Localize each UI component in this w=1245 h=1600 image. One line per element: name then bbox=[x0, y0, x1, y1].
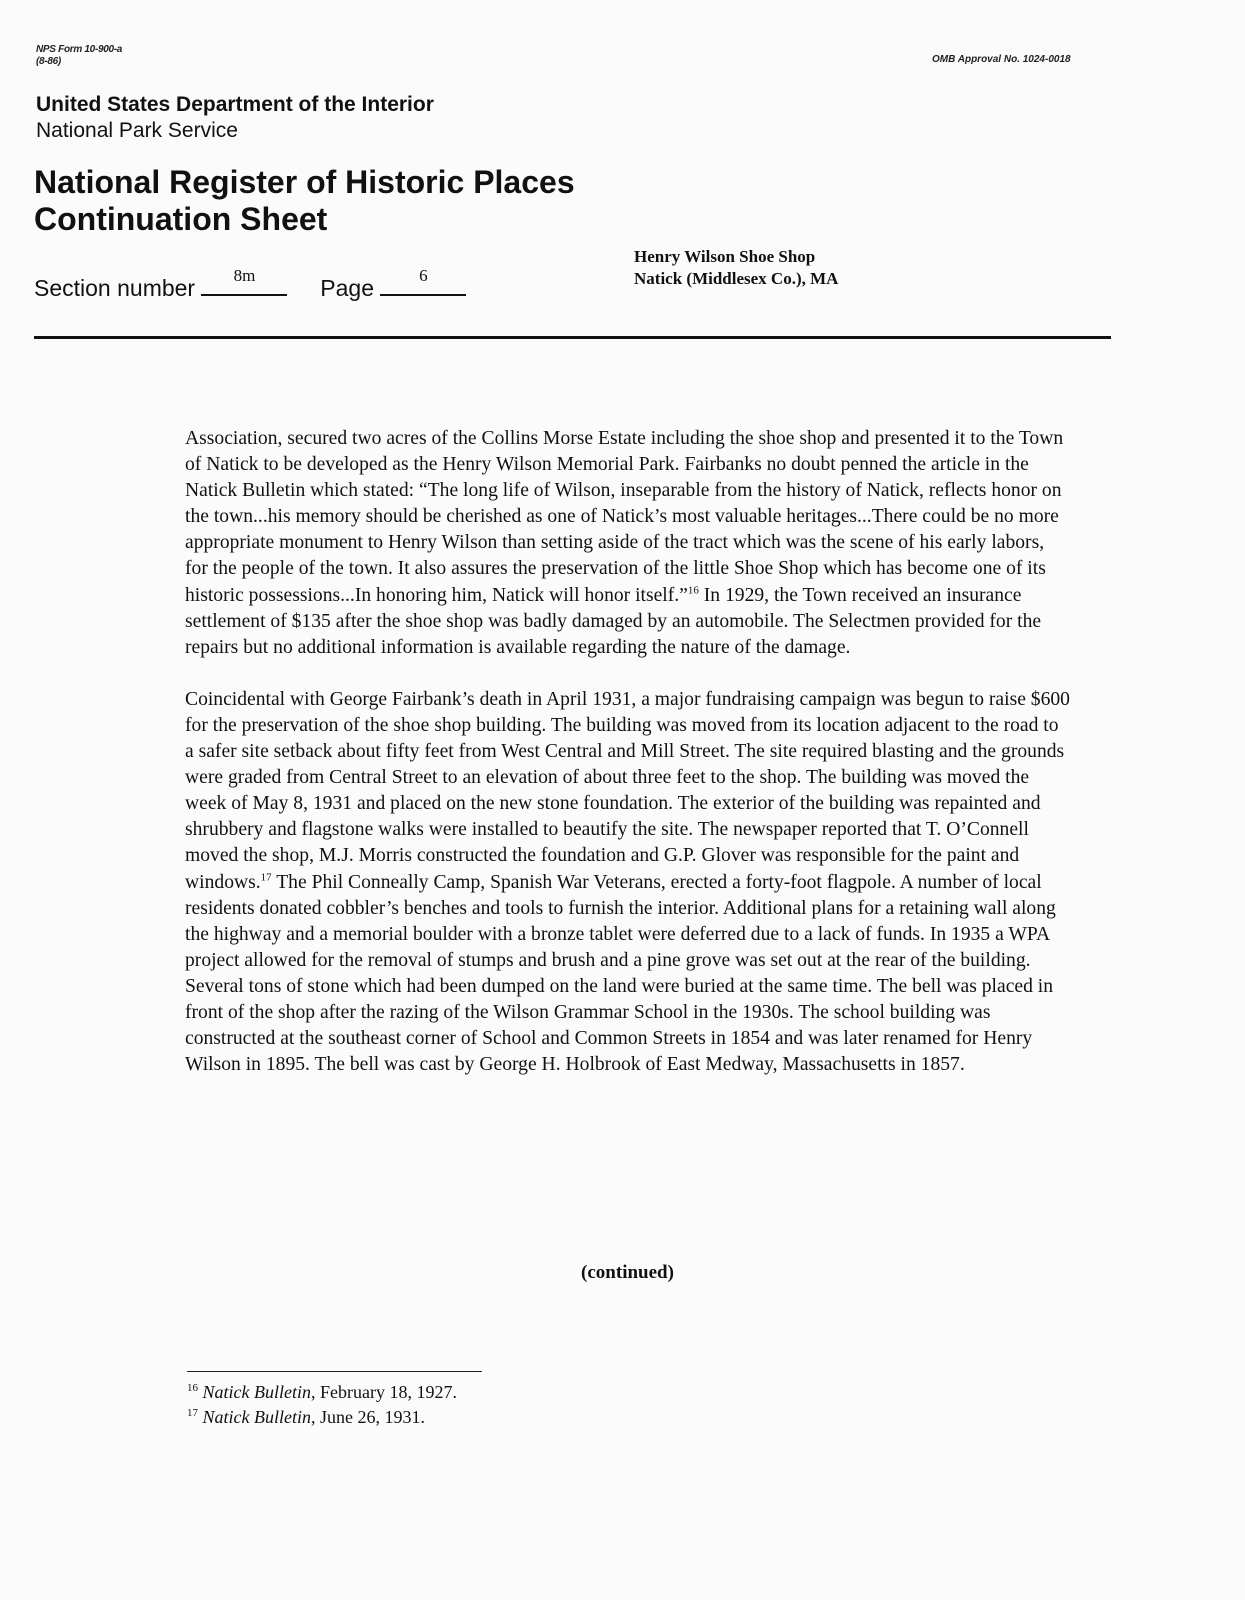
header-divider bbox=[34, 336, 1111, 339]
paragraph-2-text-b: The Phil Conneally Camp, Spanish War Veterans, erected a forty-foot flagpole. A number of local residents donated cobbler’s benches and tools to furnish the interior. Additional plans for a retaining wall along the highway and a memorial boulder with a bronze tablet were deferred due to a lack of funds. In 1935 a WPA project allowed for the removal of stumps and brush and a pine grove was set out at the rear of the building. Several tons of stone which had been dumped on the land were buried at the same time. The bell was placed in front of the shop after the razing of the Wilson Grammar School in the 1930s. The school building was constructed at the southeast corner of School and Common Streets in 1854 and was later renamed for Henry Wilson in 1895. The bell was cast by George H. Holbrook of East Medway, Massachusetts in 1857. bbox=[185, 871, 1056, 1076]
footnote-ref-16: 16 bbox=[687, 584, 699, 597]
form-number-line2: (8-86) bbox=[36, 56, 61, 67]
page-number-value: 6 bbox=[419, 266, 428, 285]
register-heading bbox=[34, 164, 575, 238]
department-name: United States Department of the Interior bbox=[36, 93, 434, 116]
omb-approval: OMB Approval No. 1024-0018 bbox=[932, 54, 1071, 65]
section-page-line bbox=[34, 266, 466, 302]
footnote-16 bbox=[187, 1380, 457, 1405]
page-number-field bbox=[380, 266, 466, 296]
agency-name: National Park Service bbox=[36, 119, 238, 142]
paragraph-2-text-a: Coincidental with George Fairbank’s death in April 1931, a major fundraising campaign was begun to raise $600 for the preservation of the shoe shop building. The building was moved from its location adjacent to the road to a safer site setback about fifty feet from West Central and Mill Street. The site required blasting and the grounds were graded from Central Street to an elevation of about three feet to the shop. The building was moved the week of May 8, 1931 and placed on the new stone foundation. The exterior of the building was repainted and shrubbery and flagstone walks were installed to beautify the site. The newspaper reported that T. O’Connell moved the shop, M.J. Morris constructed the foundation and G.P. Glover was responsible for the paint and windows. bbox=[185, 688, 1070, 893]
form-number bbox=[36, 44, 122, 68]
footnote-source: Natick Bulletin bbox=[202, 1407, 311, 1427]
sheet-title: Continuation Sheet bbox=[34, 201, 328, 237]
footnote-number: 16 bbox=[187, 1382, 198, 1394]
paragraph-1 bbox=[185, 426, 1070, 661]
continued-marker: (continued) bbox=[581, 1262, 674, 1283]
department-heading bbox=[36, 92, 434, 144]
register-title: National Register of Historic Places bbox=[34, 164, 575, 200]
section-number-value: 8m bbox=[233, 266, 256, 285]
footnote-number: 17 bbox=[187, 1407, 198, 1419]
section-number-field bbox=[201, 266, 287, 296]
footnote-date: , June 26, 1931. bbox=[310, 1407, 425, 1427]
body-text bbox=[185, 426, 1070, 1104]
footnote-source: Natick Bulletin bbox=[202, 1382, 311, 1402]
property-location: Natick (Middlesex Co.), MA bbox=[634, 269, 839, 288]
paragraph-2 bbox=[185, 687, 1070, 1078]
form-number-line1: NPS Form 10-900-a bbox=[36, 44, 123, 55]
footnote-ref-17: 17 bbox=[260, 870, 272, 883]
page-label: Page bbox=[320, 275, 374, 301]
property-name: Henry Wilson Shoe Shop bbox=[634, 247, 816, 266]
paragraph-1-text-a: Association, secured two acres of the Collins Morse Estate including the shoe shop and presented it to the Town of Natick to be developed as the Henry Wilson Memorial Park. Fairbanks no doubt penned the article in the Natick Bulletin which stated: “The long life of Wilson, inseparable from the history of Natick, reflects honor on the town...his memory should be cherished as one of Natick’s most valuable heritages...There could be no more appropriate monument to Henry Wilson than setting aside of the tract which was the scene of his early labors, for the people of the town. It also assures the preservation of the little Shoe Shop which has become one of its historic possessions...In honoring him, Natick will honor itself.” bbox=[185, 428, 1064, 606]
paragraph-1-text-b: In 1929, the Town received an insurance settlement of $135 after the shoe shop was badly damaged by an automobile. The Selectmen provided for the repairs but no additional information is available regarding the nature of the damage. bbox=[185, 584, 1042, 658]
footnotes bbox=[187, 1380, 457, 1430]
section-label: Section number bbox=[34, 275, 196, 301]
footnote-date: , February 18, 1927. bbox=[310, 1382, 457, 1402]
property-block bbox=[634, 246, 838, 290]
footnote-17 bbox=[187, 1405, 457, 1430]
footnote-divider bbox=[187, 1371, 482, 1372]
